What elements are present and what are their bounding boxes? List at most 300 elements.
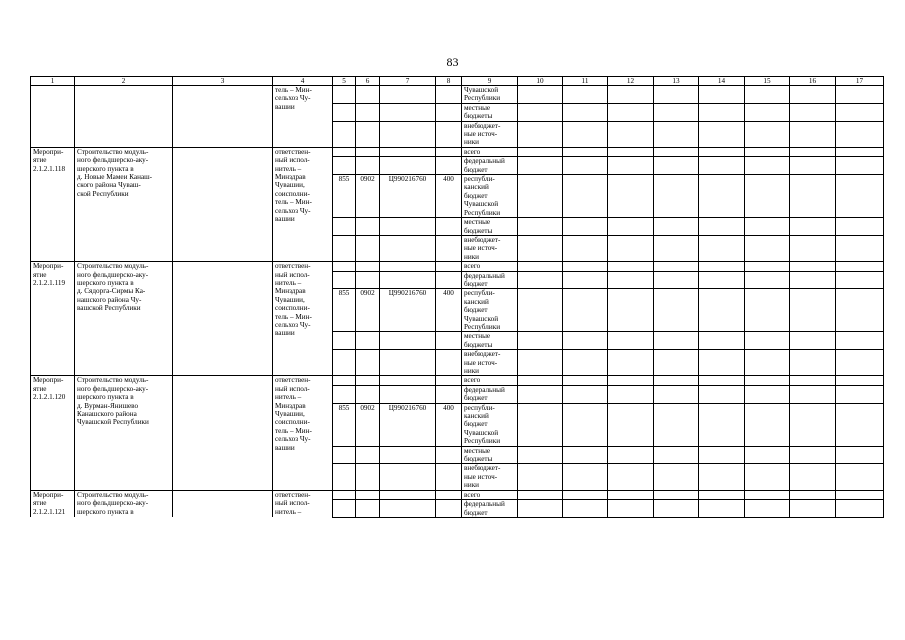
source-cell: внебюджет- ные источ- ники (462, 121, 518, 147)
header-cell: 16 (790, 77, 836, 86)
code-part-cell (356, 103, 380, 121)
plan-cell (173, 147, 273, 261)
value-cell (518, 218, 563, 236)
value-cell (745, 121, 790, 147)
value-cell (563, 262, 608, 271)
value-cell (563, 490, 608, 499)
value-cell (790, 403, 836, 446)
activity-name-cell: Строительство модуль- ного фельдшерско-аку- шерского пункта в д. Новые Мамеи Канаш- ского района Чуваш- ской Республики (75, 147, 173, 261)
source-cell: всего (462, 376, 518, 385)
value-cell (790, 289, 836, 332)
value-cell (699, 490, 745, 499)
value-cell (745, 147, 790, 156)
value-cell (654, 271, 699, 289)
activity-name-cell: Строительство модуль- ного фельдшерско-аку- шерского пункта в д. Сядорга-Сирмы Ка- нашского района Чу- вашской Республики (75, 262, 173, 376)
code-part-cell (380, 121, 436, 147)
csr-cell (380, 262, 436, 271)
value-cell (654, 332, 699, 350)
rz-cell (356, 376, 380, 385)
value-cell (654, 289, 699, 332)
value-cell (608, 350, 654, 376)
grbs-cell (333, 235, 356, 261)
rz-cell (356, 385, 380, 403)
value-cell (608, 235, 654, 261)
header-cell: 4 (273, 77, 333, 86)
value-cell (836, 464, 884, 490)
grbs-cell (333, 464, 356, 490)
value-cell (518, 175, 563, 218)
source-cell: республи- канский бюджет Чувашской Республики (462, 175, 518, 218)
plan-cell (173, 262, 273, 376)
source-cell: республи- канский бюджет Чувашской Республики (462, 289, 518, 332)
value-cell (836, 103, 884, 121)
value-cell (790, 500, 836, 518)
code-cell (31, 86, 75, 148)
rz-cell: 0902 (356, 289, 380, 332)
value-cell (790, 350, 836, 376)
grbs-cell (333, 385, 356, 403)
value-cell (699, 175, 745, 218)
value-cell (654, 376, 699, 385)
value-cell (608, 403, 654, 446)
value-cell (790, 490, 836, 499)
value-cell (518, 271, 563, 289)
vr-cell (436, 385, 462, 403)
value-cell (745, 271, 790, 289)
code-part-cell (436, 86, 462, 104)
value-cell (699, 376, 745, 385)
value-cell (563, 332, 608, 350)
value-cell (699, 332, 745, 350)
activity-name-cell: Строительство модуль- ного фельдшерско-аку- шерского пункта в д. Вурман-Янишево Канашского района Чувашской Республики (75, 376, 173, 490)
value-cell (608, 464, 654, 490)
executor-cell: ответствен- ный испол- нитель – Минздрав Чувашии, соисполни- тель – Мин- сельхоз Чу- вашии (273, 147, 333, 261)
continuation-row (31, 86, 884, 104)
value-cell (608, 157, 654, 175)
source-cell: местные бюджеты (462, 103, 518, 121)
value-cell (836, 490, 884, 499)
value-cell (563, 121, 608, 147)
rz-cell (356, 350, 380, 376)
value-cell (608, 175, 654, 218)
value-cell (699, 446, 745, 464)
rz-cell (356, 464, 380, 490)
source-cell: местные бюджеты (462, 332, 518, 350)
value-cell (518, 490, 563, 499)
value-cell (699, 86, 745, 104)
value-cell (518, 121, 563, 147)
activity-code-cell: Меропри- ятие 2.1.2.1.121 (31, 490, 75, 517)
vr-cell (436, 490, 462, 499)
value-cell (699, 403, 745, 446)
value-cell (699, 350, 745, 376)
code-part-cell (436, 103, 462, 121)
source-cell: Чувашской Республики (462, 86, 518, 104)
grbs-cell (333, 500, 356, 518)
source-cell: внебюджет- ные источ- ники (462, 350, 518, 376)
value-cell (790, 86, 836, 104)
value-cell (699, 218, 745, 236)
value-cell (836, 350, 884, 376)
source-cell: всего (462, 262, 518, 271)
rz-cell (356, 500, 380, 518)
value-cell (608, 385, 654, 403)
value-cell (745, 490, 790, 499)
value-cell (654, 147, 699, 156)
value-cell (654, 464, 699, 490)
header-cell: 15 (745, 77, 790, 86)
csr-cell: Ц990216760 (380, 289, 436, 332)
value-cell (836, 446, 884, 464)
value-cell (745, 332, 790, 350)
value-cell (518, 376, 563, 385)
executor-cell: ответствен- ный испол- нитель – Минздрав Чувашии, соисполни- тель – Мин- сельхоз Чу- вашии (273, 376, 333, 490)
value-cell (563, 271, 608, 289)
csr-cell (380, 218, 436, 236)
value-cell (790, 262, 836, 271)
value-cell (654, 500, 699, 518)
code-part-cell (333, 103, 356, 121)
value-cell (790, 157, 836, 175)
page-number: 83 (446, 55, 459, 69)
value-cell (563, 147, 608, 156)
grbs-cell (333, 350, 356, 376)
header-cell: 7 (380, 77, 436, 86)
rz-cell (356, 446, 380, 464)
value-cell (563, 289, 608, 332)
vr-cell (436, 218, 462, 236)
source-cell: федеральный бюджет (462, 500, 518, 518)
grbs-cell (333, 490, 356, 499)
grbs-cell (333, 218, 356, 236)
value-cell (836, 403, 884, 446)
grbs-cell (333, 271, 356, 289)
value-cell (745, 350, 790, 376)
value-cell (790, 218, 836, 236)
value-cell (654, 157, 699, 175)
activity-row (31, 376, 884, 385)
source-cell: всего (462, 147, 518, 156)
value-cell (518, 157, 563, 175)
value-cell (836, 376, 884, 385)
vr-cell: 400 (436, 175, 462, 218)
csr-cell (380, 500, 436, 518)
rz-cell (356, 490, 380, 499)
value-cell (699, 385, 745, 403)
grbs-cell (333, 157, 356, 175)
value-cell (790, 464, 836, 490)
csr-cell (380, 147, 436, 156)
value-cell (699, 121, 745, 147)
value-cell (745, 175, 790, 218)
value-cell (836, 218, 884, 236)
value-cell (608, 490, 654, 499)
plan-cell (173, 86, 273, 148)
code-part-cell (333, 121, 356, 147)
grbs-cell: 855 (333, 289, 356, 332)
csr-cell (380, 332, 436, 350)
value-cell (654, 403, 699, 446)
value-cell (654, 218, 699, 236)
value-cell (608, 500, 654, 518)
value-cell (563, 403, 608, 446)
value-cell (518, 464, 563, 490)
header-cell: 10 (518, 77, 563, 86)
value-cell (790, 235, 836, 261)
vr-cell (436, 446, 462, 464)
grbs-cell: 855 (333, 175, 356, 218)
value-cell (745, 403, 790, 446)
csr-cell (380, 446, 436, 464)
source-cell: федеральный бюджет (462, 385, 518, 403)
rz-cell (356, 332, 380, 350)
csr-cell (380, 271, 436, 289)
value-cell (518, 446, 563, 464)
vr-cell: 400 (436, 289, 462, 332)
vr-cell (436, 376, 462, 385)
header-cell: 3 (173, 77, 273, 86)
header-row (31, 77, 884, 86)
source-cell: местные бюджеты (462, 218, 518, 236)
value-cell (608, 289, 654, 332)
value-cell (608, 271, 654, 289)
value-cell (699, 289, 745, 332)
header-cell: 9 (462, 77, 518, 86)
value-cell (518, 235, 563, 261)
value-cell (745, 262, 790, 271)
value-cell (745, 385, 790, 403)
rz-cell (356, 218, 380, 236)
value-cell (745, 289, 790, 332)
value-cell (745, 446, 790, 464)
value-cell (745, 376, 790, 385)
value-cell (836, 289, 884, 332)
value-cell (608, 262, 654, 271)
value-cell (699, 262, 745, 271)
value-cell (563, 157, 608, 175)
value-cell (518, 147, 563, 156)
value-cell (699, 500, 745, 518)
value-cell (654, 121, 699, 147)
source-cell: местные бюджеты (462, 446, 518, 464)
value-cell (745, 218, 790, 236)
rz-cell (356, 147, 380, 156)
code-part-cell (380, 86, 436, 104)
grbs-cell (333, 376, 356, 385)
value-cell (790, 376, 836, 385)
activity-row (31, 147, 884, 156)
value-cell (745, 235, 790, 261)
value-cell (563, 464, 608, 490)
value-cell (790, 175, 836, 218)
header-cell: 5 (333, 77, 356, 86)
value-cell (699, 235, 745, 261)
vr-cell (436, 262, 462, 271)
vr-cell (436, 500, 462, 518)
source-cell: внебюджет- ные источ- ники (462, 464, 518, 490)
value-cell (608, 86, 654, 104)
value-cell (699, 157, 745, 175)
value-cell (563, 500, 608, 518)
value-cell (518, 385, 563, 403)
code-part-cell (356, 86, 380, 104)
source-cell: внебюджет- ные источ- ники (462, 235, 518, 261)
vr-cell (436, 271, 462, 289)
value-cell (608, 147, 654, 156)
rz-cell (356, 157, 380, 175)
value-cell (790, 446, 836, 464)
value-cell (608, 446, 654, 464)
value-cell (563, 218, 608, 236)
header-cell: 1 (31, 77, 75, 86)
value-cell (699, 103, 745, 121)
grbs-cell (333, 147, 356, 156)
value-cell (654, 86, 699, 104)
value-cell (836, 121, 884, 147)
header-cell: 17 (836, 77, 884, 86)
code-part-cell (356, 121, 380, 147)
activity-name-cell: Строительство модуль- ного фельдшерско-аку- шерского пункта в (75, 490, 173, 517)
value-cell (836, 157, 884, 175)
value-cell (836, 86, 884, 104)
value-cell (790, 332, 836, 350)
value-cell (563, 103, 608, 121)
value-cell (654, 385, 699, 403)
value-cell (699, 271, 745, 289)
value-cell (745, 157, 790, 175)
value-cell (563, 376, 608, 385)
vr-cell (436, 157, 462, 175)
header-cell: 2 (75, 77, 173, 86)
value-cell (518, 332, 563, 350)
value-cell (563, 350, 608, 376)
activity-row (31, 262, 884, 271)
plan-cell (173, 376, 273, 490)
value-cell (654, 235, 699, 261)
value-cell (608, 121, 654, 147)
value-cell (836, 262, 884, 271)
value-cell (745, 464, 790, 490)
header-cell: 6 (356, 77, 380, 86)
value-cell (654, 262, 699, 271)
vr-cell: 400 (436, 403, 462, 446)
value-cell (518, 103, 563, 121)
csr-cell (380, 490, 436, 499)
rz-cell (356, 271, 380, 289)
rz-cell (356, 262, 380, 271)
header-cell: 11 (563, 77, 608, 86)
plan-cell (173, 490, 273, 517)
value-cell (563, 86, 608, 104)
value-cell (790, 385, 836, 403)
source-cell: федеральный бюджет (462, 157, 518, 175)
value-cell (654, 350, 699, 376)
budget-table (30, 76, 884, 518)
value-cell (699, 464, 745, 490)
csr-cell (380, 464, 436, 490)
value-cell (745, 500, 790, 518)
csr-cell: Ц990216760 (380, 403, 436, 446)
value-cell (836, 175, 884, 218)
value-cell (563, 446, 608, 464)
csr-cell (380, 350, 436, 376)
value-cell (518, 86, 563, 104)
value-cell (518, 500, 563, 518)
activity-code-cell: Меропри- ятие 2.1.2.1.119 (31, 262, 75, 376)
vr-cell (436, 147, 462, 156)
rz-cell (356, 235, 380, 261)
header-cell: 13 (654, 77, 699, 86)
value-cell (608, 376, 654, 385)
code-part-cell (380, 103, 436, 121)
header-cell: 12 (608, 77, 654, 86)
value-cell (518, 262, 563, 271)
value-cell (518, 403, 563, 446)
vr-cell (436, 464, 462, 490)
rz-cell: 0902 (356, 403, 380, 446)
grbs-cell: 855 (333, 403, 356, 446)
activity-code-cell: Меропри- ятие 2.1.2.1.118 (31, 147, 75, 261)
executor-cell: ответствен- ный испол- нитель – (273, 490, 333, 517)
executor-cell: ответствен- ный испол- нитель – Минздрав Чувашии, соисполни- тель – Мин- сельхоз Чу- вашии (273, 262, 333, 376)
code-part-cell (333, 86, 356, 104)
value-cell (654, 446, 699, 464)
source-cell: всего (462, 490, 518, 499)
value-cell (518, 350, 563, 376)
source-cell: федеральный бюджет (462, 271, 518, 289)
grbs-cell (333, 262, 356, 271)
csr-cell (380, 157, 436, 175)
value-cell (836, 500, 884, 518)
vr-cell (436, 332, 462, 350)
table-body (31, 77, 884, 518)
value-cell (608, 218, 654, 236)
activity-code-cell: Меропри- ятие 2.1.2.1.120 (31, 376, 75, 490)
csr-cell: Ц990216760 (380, 175, 436, 218)
header-cell: 14 (699, 77, 745, 86)
value-cell (745, 103, 790, 121)
grbs-cell (333, 446, 356, 464)
source-cell: республи- канский бюджет Чувашской Республики (462, 403, 518, 446)
vr-cell (436, 350, 462, 376)
executor-cell: тель – Мин- сельхоз Чу- вашии (273, 86, 333, 148)
csr-cell (380, 376, 436, 385)
activity-row (31, 490, 884, 499)
rz-cell: 0902 (356, 175, 380, 218)
value-cell (654, 175, 699, 218)
value-cell (745, 86, 790, 104)
value-cell (790, 271, 836, 289)
name-cell (75, 86, 173, 148)
grbs-cell (333, 332, 356, 350)
header-cell: 8 (436, 77, 462, 86)
value-cell (563, 385, 608, 403)
value-cell (563, 175, 608, 218)
value-cell (836, 332, 884, 350)
value-cell (608, 332, 654, 350)
csr-cell (380, 385, 436, 403)
value-cell (836, 235, 884, 261)
value-cell (836, 271, 884, 289)
csr-cell (380, 235, 436, 261)
value-cell (836, 147, 884, 156)
value-cell (654, 103, 699, 121)
value-cell (608, 103, 654, 121)
value-cell (699, 147, 745, 156)
value-cell (836, 385, 884, 403)
value-cell (790, 147, 836, 156)
value-cell (790, 121, 836, 147)
